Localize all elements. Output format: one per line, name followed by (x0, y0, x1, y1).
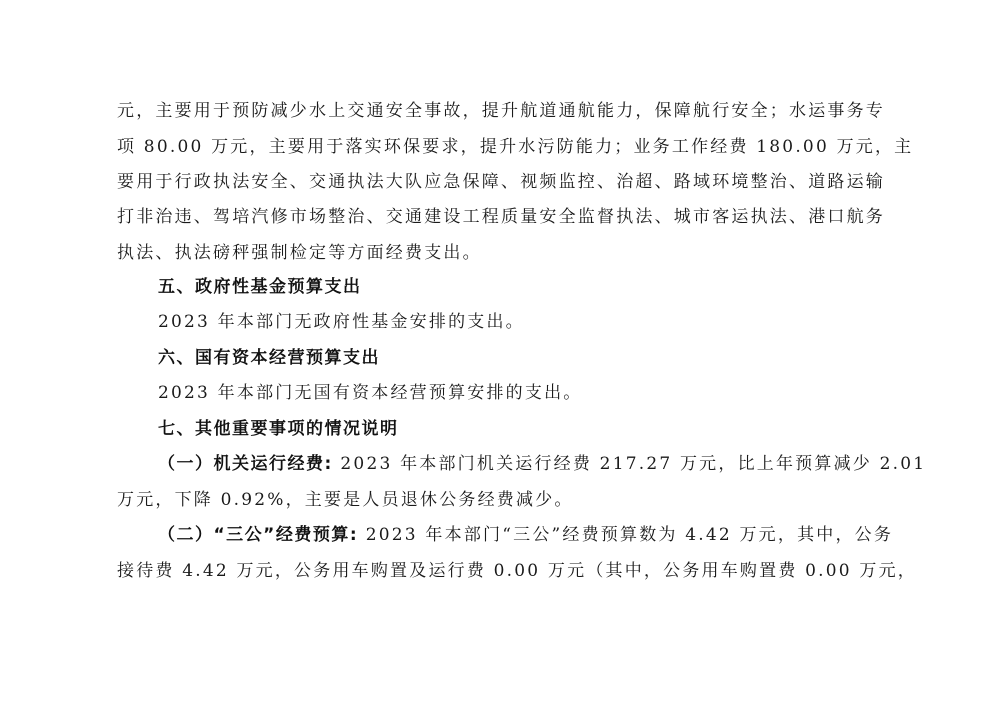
item-2-text: 2023 年本部门“三公”经费预算数为 4.42 万元，其中，公务 (358, 525, 894, 545)
section-6-heading: 六、国有资本经营预算支出 (158, 348, 380, 368)
section-5-heading: 五、政府性基金预算支出 (158, 277, 362, 297)
section-7-heading: 七、其他重要事项的情况说明 (158, 419, 399, 439)
item-2-continuation: 接待费 4.42 万元，公务用车购置及运行费 0.00 万元（其中，公务用车购置费 0.00 万元， (117, 561, 917, 581)
item-2-lead: （二）“三公”经费预算: (158, 525, 359, 545)
item-1-line (158, 452, 926, 476)
item-1-continuation: 万元，下降 0.92%，主要是人员退休公务经费减少。 (117, 490, 574, 510)
paragraph-line-2: 项 80.00 万元，主要用于落实环保要求，提升水污防能力；业务工作经费 180.00 万元，主 (117, 137, 914, 157)
item-2-line (158, 523, 893, 547)
paragraph-line-3: 要用于行政执法安全、交通执法大队应急保障、视频监控、治超、路域环境整治、道路运输 (117, 172, 885, 192)
section-5-text: 2023 年本部门无政府性基金安排的支出。 (158, 312, 525, 332)
section-6-text: 2023 年本部门无国有资本经营预算安排的支出。 (158, 383, 583, 403)
item-1-text: 2023 年本部门机关运行经费 217.27 万元，比上年预算减少 2.01 (332, 454, 927, 474)
paragraph-line-1: 元，主要用于预防减少水上交通安全事故，提升航道通航能力，保障航行安全；水运事务专 (117, 101, 885, 121)
paragraph-line-4: 打非治违、驾培汽修市场整治、交通建设工程质量安全监督执法、城市客运执法、港口航务 (117, 207, 885, 227)
paragraph-line-5: 执法、执法磅秤强制检定等方面经费支出。 (117, 243, 482, 263)
item-1-lead: （一）机关运行经费: (158, 454, 333, 474)
